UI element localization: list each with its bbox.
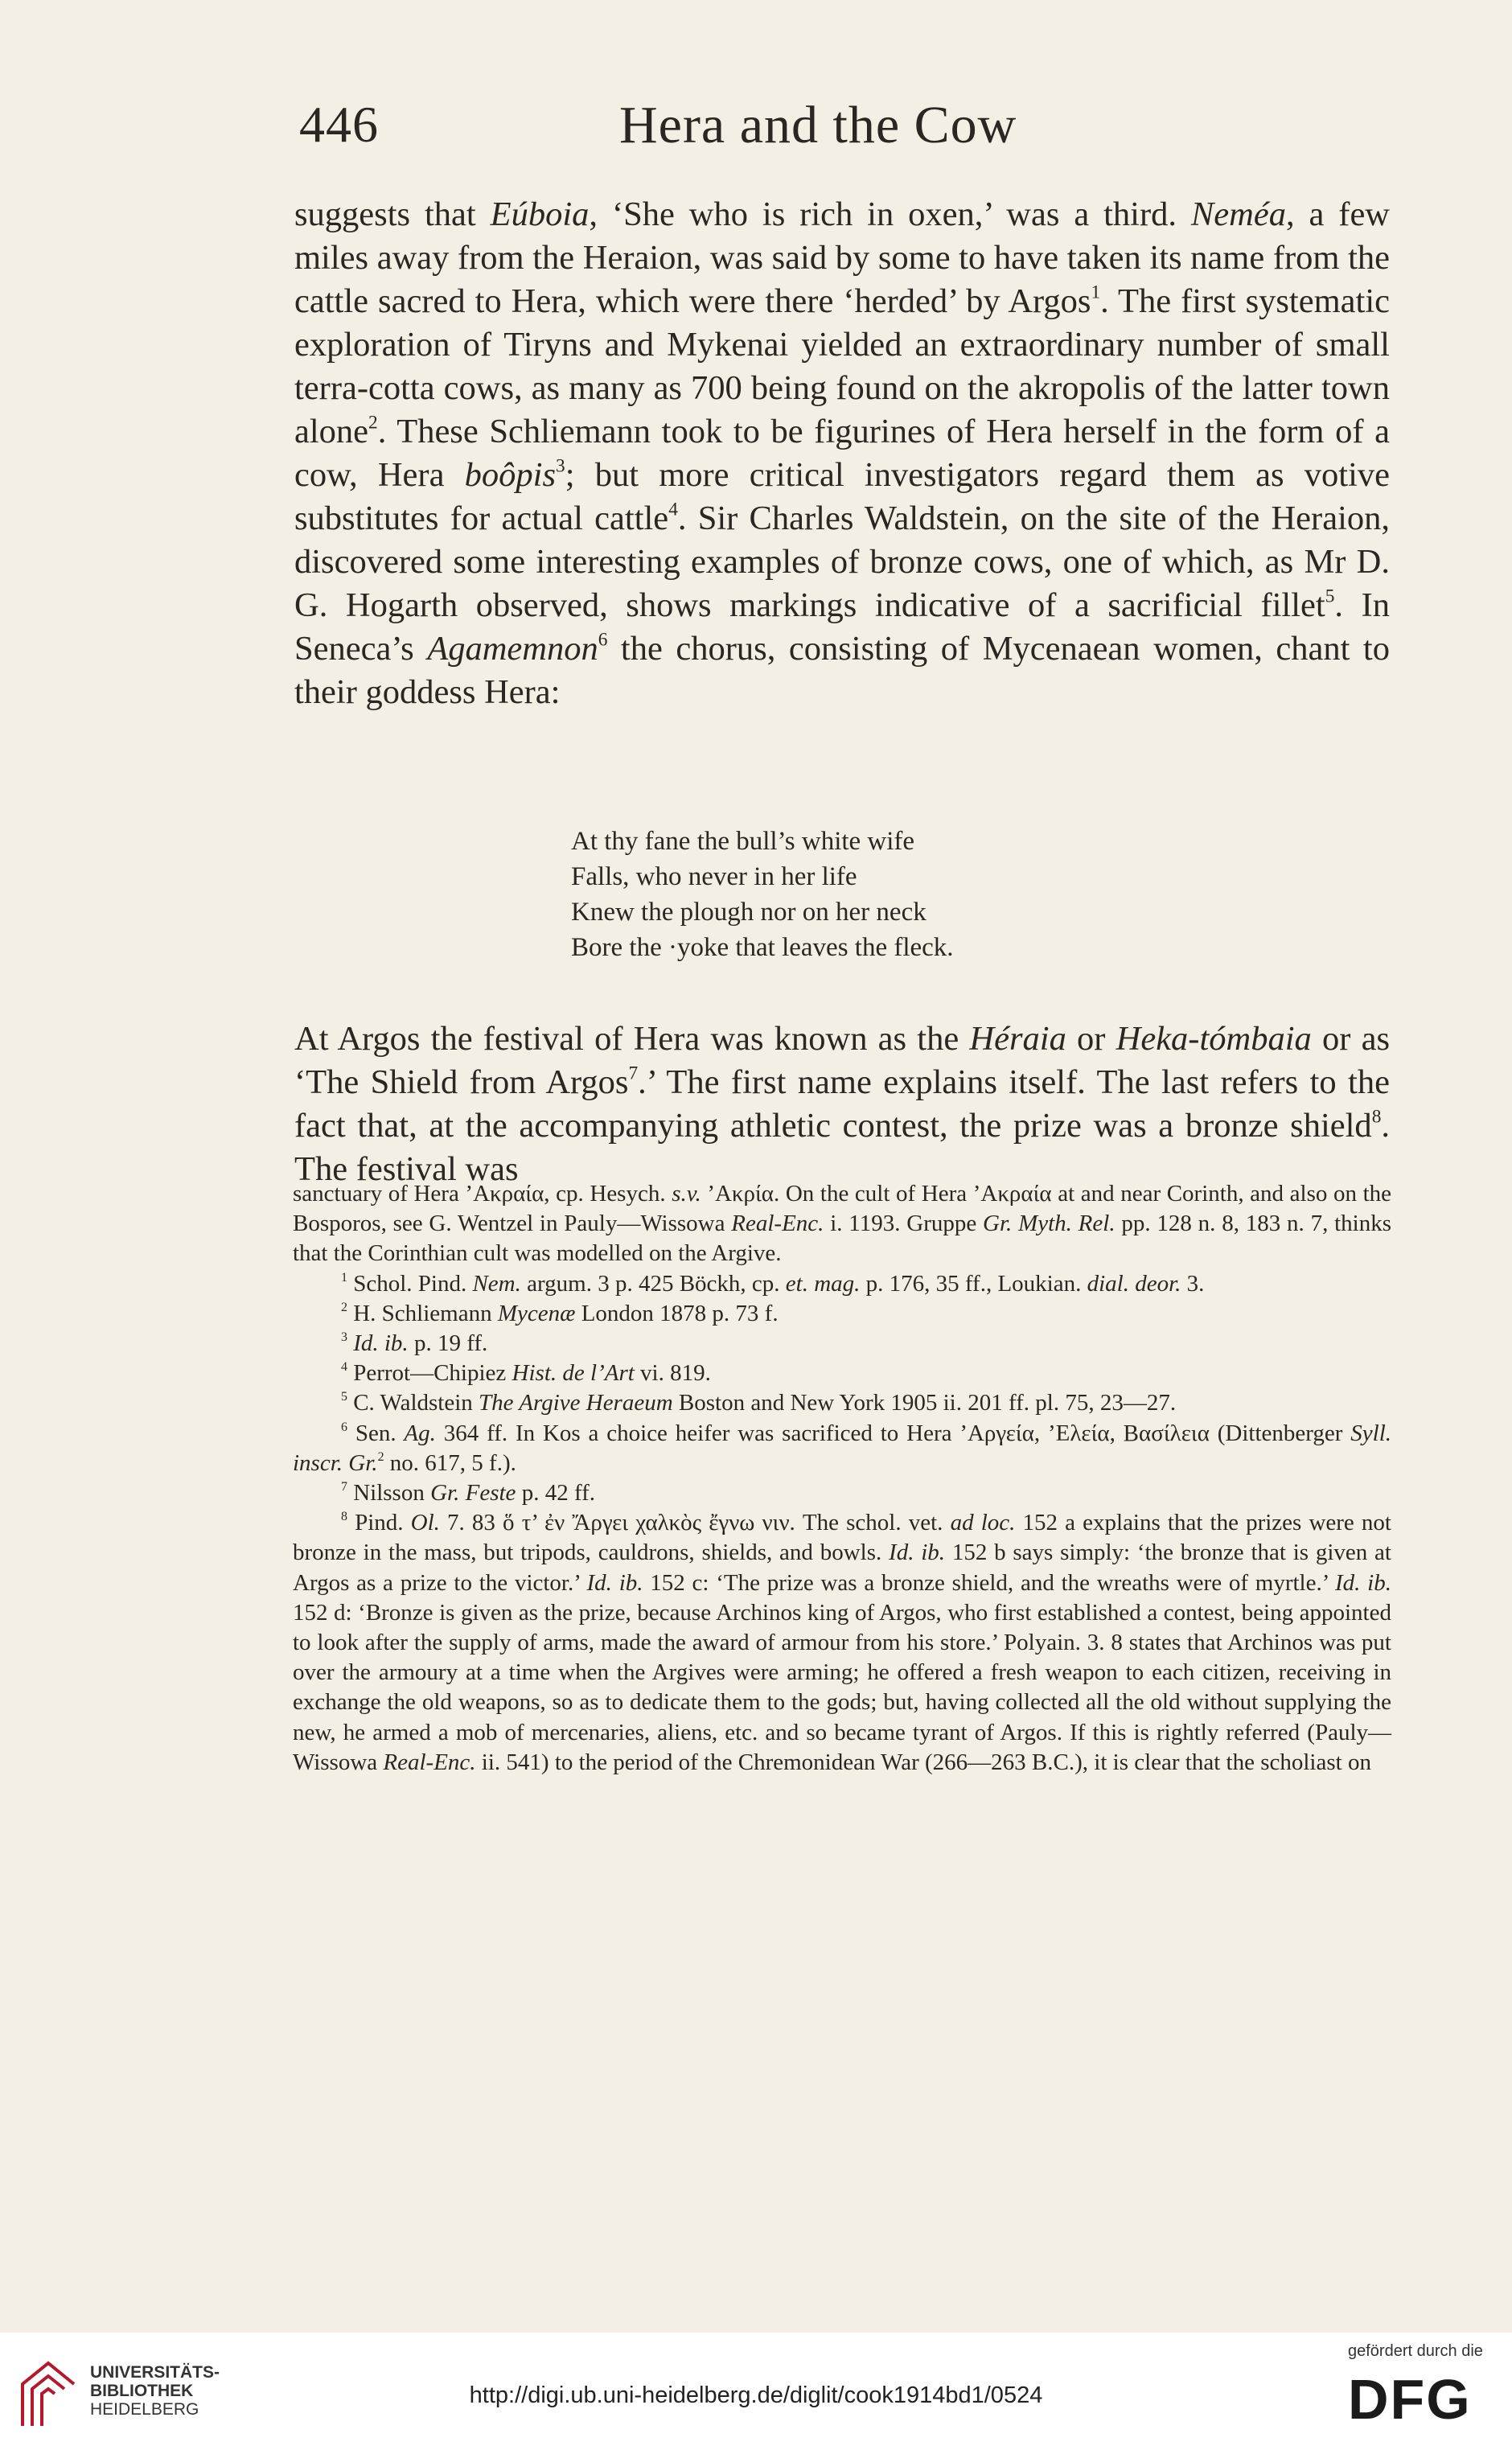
footnote-ref: 8: [1371, 1105, 1382, 1127]
page-number: 446: [299, 96, 379, 153]
footnote-2: $^2$ H. Schliemann Mycenæ London 1878 p. 73 f.: [341, 1300, 779, 1326]
permalink-url[interactable]: http://digi.ub.uni-heidelberg.de/diglit/cook1914bd1/0524: [469, 2382, 1043, 2408]
footnote-6: $^6$ Sen. Ag. 364 ff. In Kos a choice heifer was sacrificed to Hera ’Αργεία, ’Ελεία, Βασίλεια (Dittenberger Syll. inscr. Gr.$^2$ no. 617, 5 f.).: [293, 1420, 1392, 1476]
footnote-ref: 6: [598, 629, 608, 651]
footnote-8: $^8$ Pind. Ol. 7. 83 ὅ τ’ ἐν Ἄργει χαλκὸς ἔγνω νιν. The schol. vet. ad loc. 152 a explains that the prizes were not bronze in the mass, but tripods, cauldrons, shields, and bowls. Id. ib. 152 b says simply: ‘the bronze that is given at Argos as a prize to the victor.’ Id. ib. 152 c: ‘The prize was a bronze shield, and the wreaths were of myrtle.’ Id. ib. 152 d: ‘Bronze is given as the prize, because Archinos king of Argos, who first established a contest, being appointed to look after the supply of arms, made the award of armour from his store.’ Polyain. 3. 8 states that Archinos was put over the armoury at a time when the Argives were arming; he offered a fresh weapon to each citizen, receiving in exchange the old weapons, so as to dedicate them to the gods; but, having collected all the old without supplying the new, he armed a mob of mercenaries, aliens, etc. and so became tyrant of Argos. If this is rightly referred (Pauly—Wissowa Real-Enc. ii. 541) to the period of the Chremonidean War (266—263 B.C.), it is clear that the scholiast on: [293, 1510, 1391, 1775]
body-paragraph-2: At Argos the festival of Hera was known as the Héraia or Heka-tómbaia or as ‘The Shield from Argos$^7$.’ The first name explains itself. The last refers to the fact that, at the accompanying athletic contest, the prize was a bronze shield$^8$. The festival was: [294, 1019, 1390, 1188]
footnote-7: $^7$ Nilsson Gr. Feste p. 42 ff.: [341, 1480, 595, 1507]
verse-quotation: [571, 824, 1134, 965]
dfg-logo: DFG: [1348, 2368, 1472, 2431]
footnote-5: $^5$ C. Waldstein The Argive Heraeum Boston and New York 1905 ii. 201 ff. pl. 75, 23—27.: [341, 1390, 1177, 1416]
body-paragraph-1: suggests that Eúboia, ‘She who is rich in oxen,’ was a third. Neméa, a few miles away from the Heraion, was said by some to have taken its name from the cattle sacred to Hera, which were there ‘herded’ by Argos$^1$. The first systematic exploration of Tiryns and Mykenai yielded an extraordinary number of small terra-cotta cows, as many as 700 being found on the akropolis of the latter town alone$^2$. These Schliemann took to be figurines of Hera herself in the form of a cow, Hera boôpis$^3$; but more critical investigators regard them as votive substitutes for actual cattle$^4$. Sir Charles Waldstein, on the site of the Heraion, discovered some interesting examples of bronze cows, one of which, as Mr D. G. Hogarth observed, shows markings indicative of a sacrificial fillet$^5$. In Seneca’s Agamemnon$^6$ the chorus, consisting of Mycenaean women, chant to their goddess Hera:: [294, 195, 1391, 711]
page-header: [299, 95, 1393, 167]
verse-line: Falls, who never in her life: [571, 862, 857, 891]
footnote-1: $^1$ Schol. Pind. Nem. argum. 3 p. 425 Böckh, cp. et. mag. p. 176, 35 ff., Loukian. dial. deor. 3.: [341, 1270, 1205, 1297]
footnote-ref: 7: [628, 1062, 639, 1083]
funding-note: gefördert durch die: [1348, 2342, 1483, 2360]
footnote-ref: 2: [368, 412, 378, 434]
footnote-ref: 3: [556, 455, 565, 477]
verse-line: Knew the plough nor on her neck: [571, 898, 927, 927]
library-name: UNIVERSITÄTS- BIBLIOTHEK HEIDELBERG: [90, 2363, 220, 2419]
verse-line: At thy fane the bull’s white wife: [571, 827, 915, 856]
footnote-3: $^3$ Id. ib. p. 19 ff.: [341, 1330, 488, 1357]
footnotes: [293, 1179, 1391, 1778]
footnote-ref: 5: [1325, 586, 1335, 607]
running-title: Hera and the Cow: [619, 96, 1017, 154]
footnote-continuation: sanctuary of Hera ’Ακραία, cp. Hesych. s.v. ’Ακρία. On the cult of Hera ’Ακραία at and near Corinth, and also on the Bosporos, see G. Wentzel in Pauly—Wissowa Real-Enc. i. 1193. Gruppe Gr. Myth. Rel. pp. 128 n. 8, 183 n. 7, thinks that the Corinthian cult was modelled on the Argive.: [293, 1181, 1391, 1267]
footnote-4: $^4$ Perrot—Chipiez Hist. de l’Art vi. 819.: [341, 1360, 711, 1387]
footnote-ref: 4: [668, 499, 678, 520]
footnote-ref: 1: [1091, 282, 1101, 303]
verse-line: Bore the ·yoke that leaves the fleck.: [571, 933, 954, 962]
